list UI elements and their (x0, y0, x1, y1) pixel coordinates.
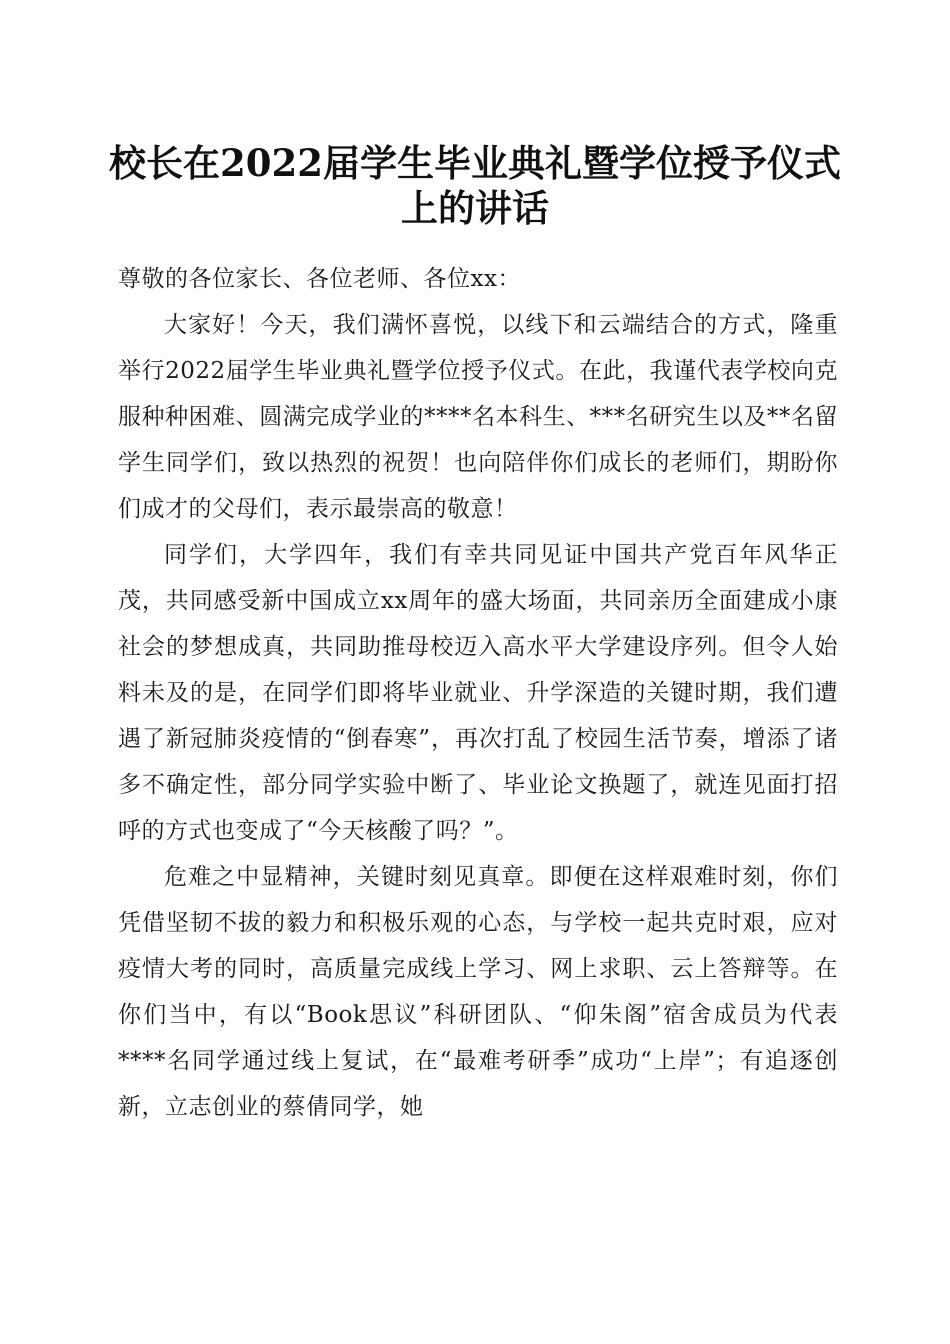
paragraph: 大家好！今天，我们满怀喜悦，以线下和云端结合的方式，隆重举行2022届学生毕业典礼暨学位授予仪式。在此，我谨代表学校向克服种种困难、圆满完成学业的****名本科生、***名研究生以及**名留学生同学们，致以热烈的祝贺！也向陪伴你们成长的老师们，期盼你们成才的父母们，表示最崇高的敬意！ (118, 312, 838, 522)
paragraph: 危难之中显精神，关键时刻见真章。即便在这样艰难时刻，你们凭借坚韧不拔的毅力和积极乐观的心态，与学校一起共克时艰，应对疫情大考的同时，高质量完成线上学习、网上求职、云上答辩等。在你们当中，有以“Book思议”科研团队、“仰朱阁”宿舍成员为代表****名同学通过线上复试，在“最难考研季”成功“上岸”；有追逐创新，立志创业的蔡倩同学，她 (118, 864, 838, 1120)
document-title-line-1: 校长在2022届学生毕业典礼暨学位授予仪式 (109, 141, 841, 185)
document-title-line-2: 上的讲话 (401, 186, 549, 230)
paragraph: 同学们，大学四年，我们有幸共同见证中国共产党百年风华正茂，共同感受新中国成立xx周年的盛大场面，共同亲历全面建成小康社会的梦想成真，共同助推母校迈入高水平大学建设序列。但令人始料未及的是，在同学们即将毕业就业、升学深造的关键时期，我们遭遇了新冠肺炎疫情的“倒春寒”，再次打乱了校园生活节奏，增添了诸多不确定性，部分同学实验中断了、毕业论文换题了，就连见面打招呼的方式也变成了“今天核酸了吗？”。 (118, 542, 838, 844)
salutation: 尊敬的各位家长、各位老师、各位xx： (118, 266, 521, 292)
document-body (118, 256, 838, 1130)
